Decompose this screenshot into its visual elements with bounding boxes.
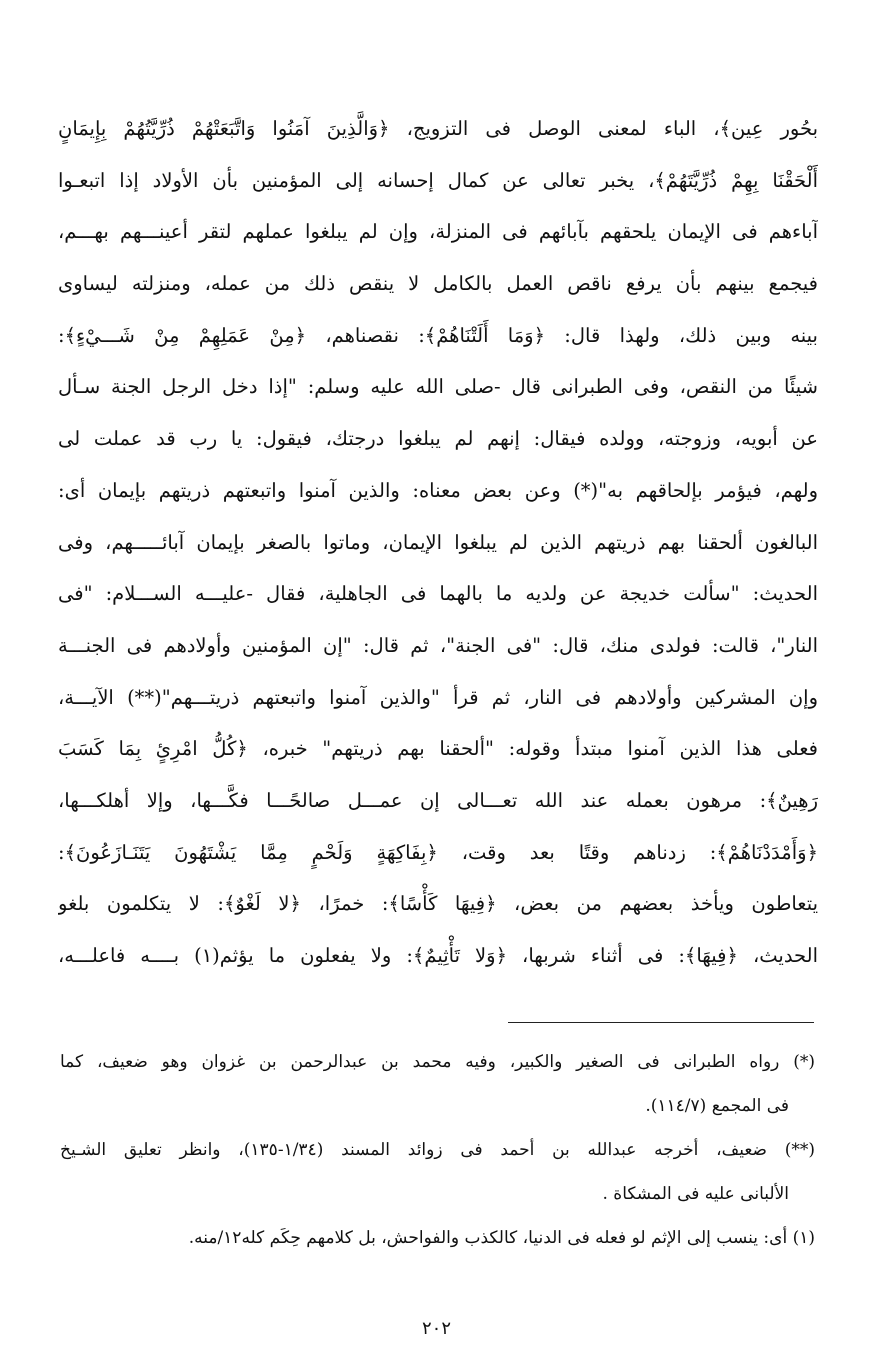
text-line: الحديث، ﴿فِيهَا﴾: فى أثناء شربها، ﴿وَلا تَأْثِيمٌ﴾: ولا يفعلون ما يؤثم(١) بــــه فاعلـــه، — [58, 944, 818, 967]
text-line: الحديث: "سألت خديجة عن ولديه ما بالهما فى الجاهلية، فقال -عليـــه الســـلام: "فى — [58, 582, 818, 606]
footnote-star — [60, 1040, 815, 1128]
footnote-line: (**) ضعيف، أخرجه عبدالله بن أحمد فى زوائد المسند (١/٣٤-١٣٥)، وانظر تعليق الشـيخ — [60, 1140, 815, 1160]
footnote-line: الألبانى عليه فى المشكاة . — [602, 1184, 789, 1204]
footnote-line: فى المجمع (١١٤/٧). — [645, 1096, 789, 1116]
text-line: ولهم، فيؤمر بإلحاقهم به"(*) وعن بعض معناه: والذين آمنوا واتبعتهم ذريتهم بإيمان أى: — [58, 478, 818, 502]
text-line: فيجمع بينهم بأن يرفع ناقص العمل بالكامل لا ينقص ذلك من عمله، ومنزلته ليساوى — [58, 272, 818, 296]
text-line: وإن المشركين وأولادهم فى النار، ثم قرأ "والذين آمنوا واتبعتهم ذريتـــهم"(**) الآيـــة، — [58, 685, 818, 709]
text-line: البالغون ألحقنا بهم ذريتهم الذين لم يبلغوا الإيمان، وماتوا بالصغر بإيمان آبائـــــهم، وفى — [58, 530, 818, 554]
text-line: أَلْحَقْنَا بِهِمْ ذُرِّيَّتَهُمْ﴾، يخبر تعالى عن كمال إحسانه إلى المؤمنين بأن الأولاد إذا اتبعـوا — [58, 168, 818, 192]
text-line: النار"، قالت: فولدى منك، قال: "فى الجنة"، ثم قال: "إن المؤمنين وأولادهم فى الجنـــة — [58, 633, 818, 657]
text-line: آباءهم فى الإيمان يلحقهم بآبائهم فى المنزلة، وإن لم يبلغوا عملهم لتقر أعينـــهم بهـــم، — [58, 220, 818, 244]
footnote-one — [60, 1216, 815, 1260]
text-line: ﴿وَأَمْدَدْنَاهُمْ﴾: زدناهم وقتًا بعد وقت، ﴿بِفَاكِهَةٍ وَلَحْمٍ مِمَّا يَشْتَهُونَ يَتَنَـازَعُونَ﴾: — [58, 840, 818, 864]
footnote-divider — [508, 1022, 814, 1023]
footnote-line: (*) رواه الطبرانى فى الصغير والكبير، وفيه محمد بن عبدالرحمن بن غزوان وهو ضعيف، كما — [60, 1052, 815, 1072]
footnote-line: (١) أى: ينسب إلى الإثم لو فعله فى الدنيا، كالكذب والفواحش، بل كلامهم حِكَم كله١٢/منه. — [188, 1228, 815, 1248]
text-line: بحُور عِين﴾، الباء لمعنى الوصل فى التزويج، ﴿وَالَّذِينَ آمَنُوا وَاتَّبَعَتْهُمْ ذُرِّيَّتُهُمْ بِإِيمَانٍ — [58, 117, 818, 140]
page-number: ٢٠٢ — [421, 1318, 451, 1339]
text-line: بينه وبين ذلك، ولهذا قال: ﴿وَمَا أَلَتْنَاهُمْ﴾: نقصناهم، ﴿مِنْ عَمَلِهِمْ مِنْ شَـــيْءٍ﴾: — [58, 323, 818, 347]
text-line: شيئًا من النقص، وفى الطبرانى قال -صلى الله عليه وسلم: "إذا دخل الرجل الجنة سـأل — [58, 375, 818, 399]
text-line: رَهِينٌ﴾: مرهون بعمله عند الله تعـــالى إن عمـــل صالحًـــا فكَّـــها، وإلا أهلكـــها، — [58, 788, 818, 812]
text-line: يتعاطون ويأخذ بعضهم من بعض، ﴿فِيهَا كَأْسًا﴾: خمرًا، ﴿لا لَغْوٌ﴾: لا يتكلمون بلغو — [58, 892, 818, 916]
text-line: فعلى هذا الذين آمنوا مبتدأ وقوله: "ألحقنا بهم ذريتهم" خبره، ﴿كُلُّ امْرِئٍ بِمَا كَسَبَ — [58, 737, 818, 761]
main-text — [58, 103, 818, 982]
footnote-double-star — [60, 1128, 815, 1216]
footnotes — [60, 1040, 815, 1260]
text-line: عن أبويه، وزوجته، وولده فيقال: إنهم لم يبلغوا درجتك، فيقول: يا رب قد عملت لى — [58, 427, 818, 451]
